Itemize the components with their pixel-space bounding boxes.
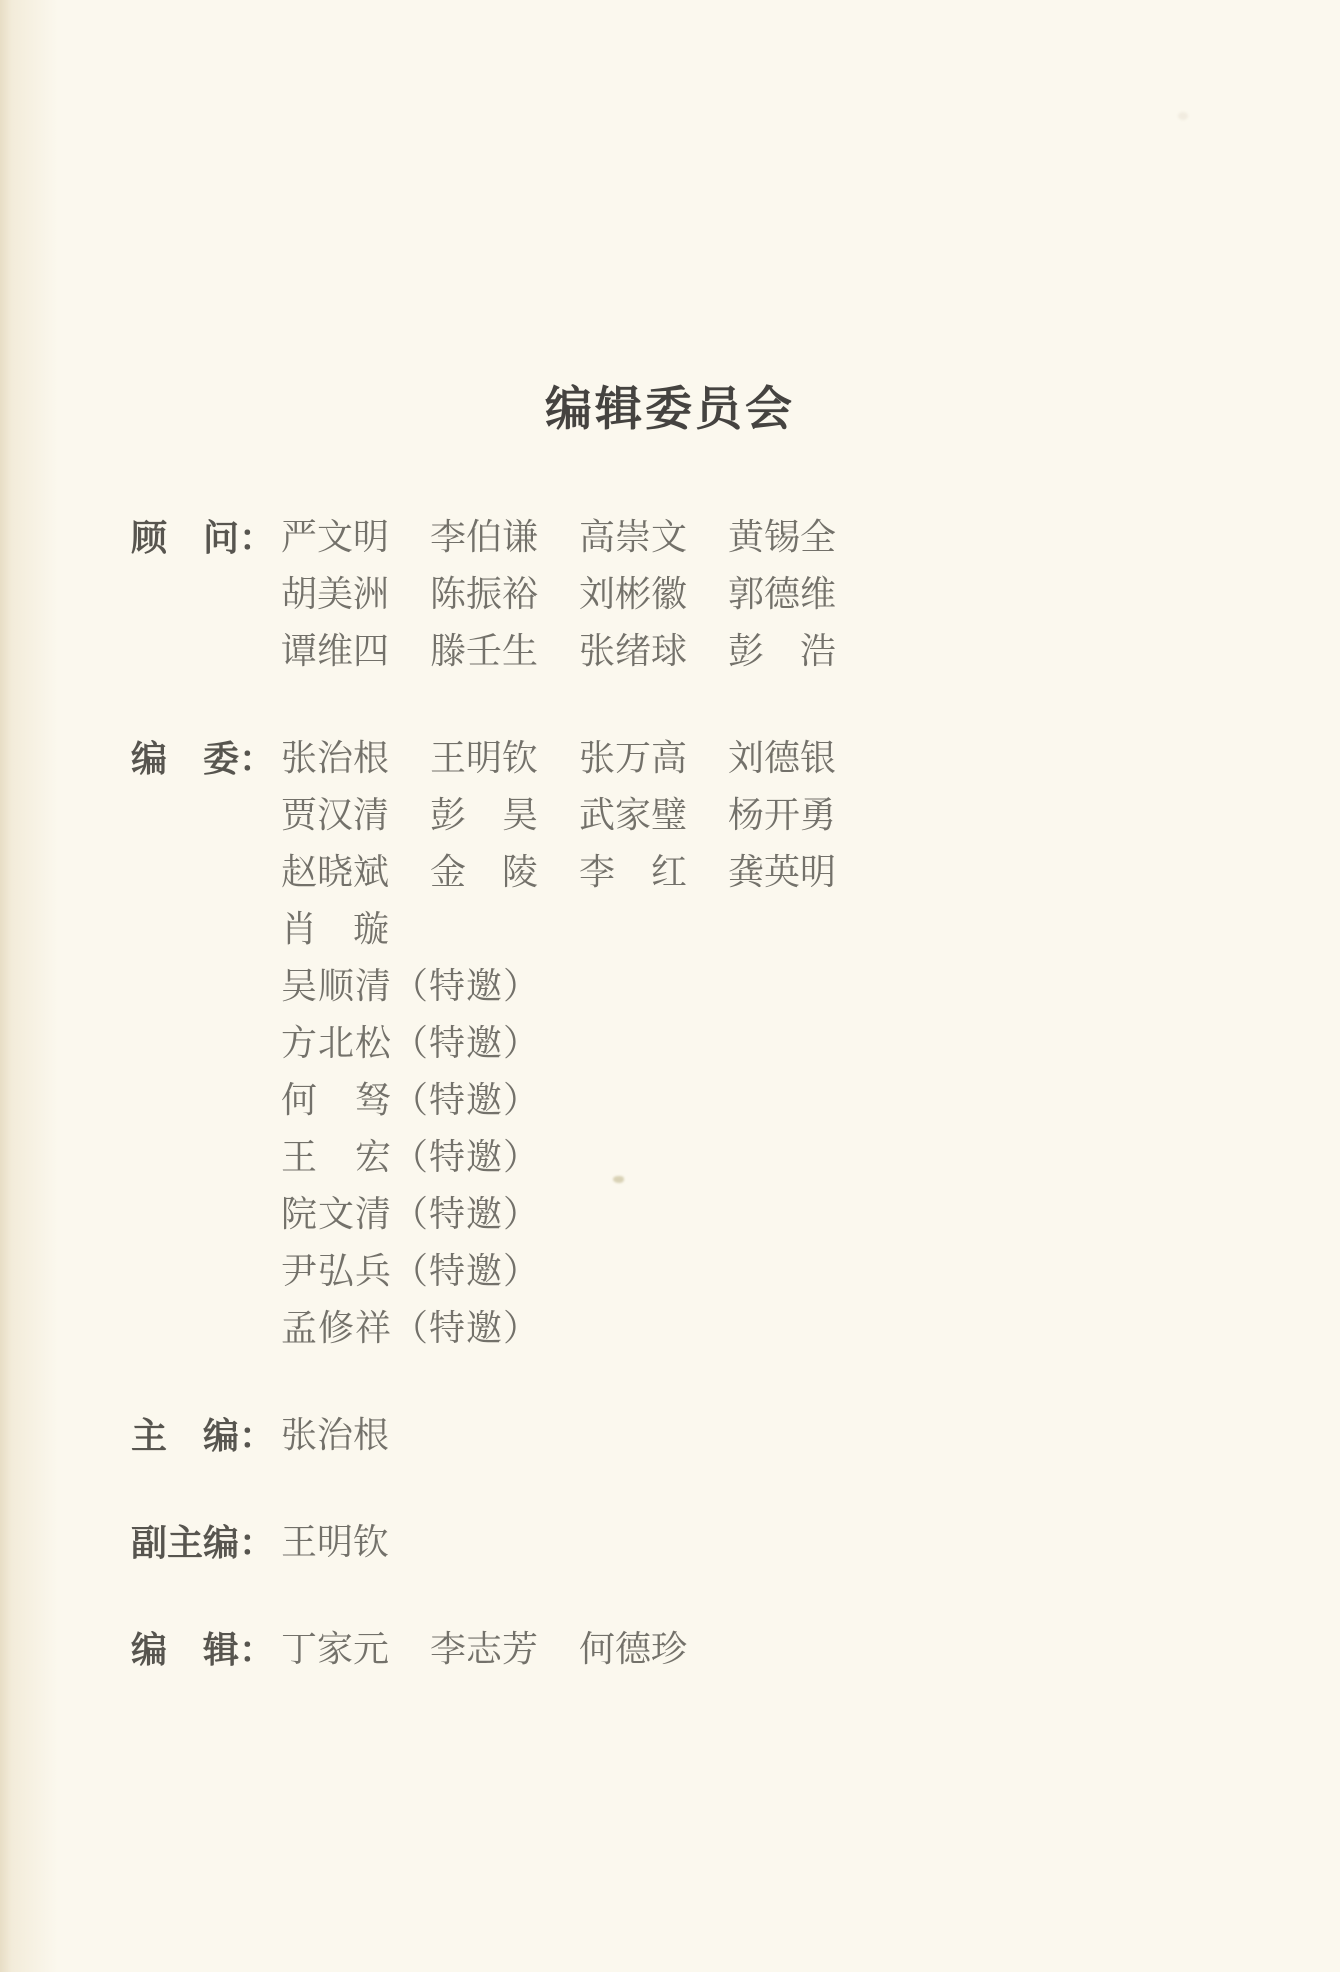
scan-speck	[1178, 112, 1188, 120]
editors-row	[131, 1621, 1340, 1678]
board-member-name: 彭 昊	[430, 795, 539, 835]
board-member-name: 赵晓斌	[281, 852, 390, 892]
advisors-row-2	[281, 566, 1340, 623]
board-member-name: 杨开勇	[728, 795, 837, 835]
board-invited-row	[281, 1300, 1340, 1357]
board-member-name: 贾汉清	[281, 795, 390, 835]
board-member-name: 肖 璇	[281, 909, 390, 949]
advisor-name: 谭维四	[281, 631, 390, 671]
editor-name: 李志芳	[430, 1629, 539, 1669]
invited-member: 吴顺清（特邀）	[281, 966, 541, 1006]
advisor-name: 陈振裕	[430, 574, 539, 614]
chief-editor-section	[131, 1407, 1340, 1464]
board-member-name: 龚英明	[728, 852, 837, 892]
advisor-name: 李伯谦	[430, 517, 539, 557]
editor-name: 丁家元	[281, 1629, 390, 1669]
page-title: 编辑委员会	[545, 384, 795, 436]
advisor-name: 刘彬徽	[579, 574, 688, 614]
advisor-name: 滕壬生	[430, 631, 539, 671]
advisors-row-3	[281, 623, 1340, 680]
board-member-name: 张万高	[579, 738, 688, 778]
invited-member: 何 驽（特邀）	[281, 1080, 541, 1120]
advisor-name: 张绪球	[579, 631, 688, 671]
editorial-board-section	[131, 730, 1340, 1357]
invited-member: 院文清（特邀）	[281, 1194, 541, 1234]
board-member-name: 武家璧	[579, 795, 688, 835]
advisors-label: 顾 问：	[131, 517, 276, 558]
chief-editor-row	[131, 1407, 1340, 1464]
advisor-name: 严文明	[281, 517, 390, 557]
board-member-name: 张治根	[281, 738, 390, 778]
deputy-editor-name: 王明钦	[281, 1522, 390, 1562]
board-row-3	[281, 844, 1340, 901]
deputy-editor-label: 副主编：	[131, 1522, 276, 1563]
editors-section	[131, 1621, 1340, 1678]
board-member-name: 王明钦	[430, 738, 539, 778]
invited-member: 孟修祥（特邀）	[281, 1308, 541, 1348]
board-invited-row	[281, 1243, 1340, 1300]
board-invited-row	[281, 1129, 1340, 1186]
board-member-name: 李 红	[579, 852, 688, 892]
board-row-1	[131, 730, 1340, 787]
board-label: 编 委：	[131, 738, 276, 779]
scan-speck	[613, 1176, 624, 1183]
advisors-section	[131, 509, 1340, 680]
advisors-row-1	[131, 509, 1340, 566]
chief-editor-label: 主 编：	[131, 1415, 276, 1456]
board-invited-row	[281, 1186, 1340, 1243]
invited-member: 方北松（特邀）	[281, 1023, 541, 1063]
invited-member: 尹弘兵（特邀）	[281, 1251, 541, 1291]
advisor-name: 彭 浩	[728, 631, 837, 671]
deputy-editor-row	[131, 1514, 1340, 1571]
board-invited-row	[281, 1015, 1340, 1072]
advisor-name: 胡美洲	[281, 574, 390, 614]
invited-member: 王 宏（特邀）	[281, 1137, 541, 1177]
advisor-name: 黄锡全	[728, 517, 837, 557]
board-member-name: 金 陵	[430, 852, 539, 892]
editor-name: 何德珍	[579, 1629, 688, 1669]
board-invited-row	[281, 1072, 1340, 1129]
advisor-name: 高崇文	[579, 517, 688, 557]
board-row-4	[281, 901, 1340, 958]
editors-label: 编 辑：	[131, 1629, 276, 1670]
board-row-2	[281, 787, 1340, 844]
board-invited-row	[281, 958, 1340, 1015]
committee-list	[131, 509, 1340, 1678]
board-member-name: 刘德银	[728, 738, 837, 778]
chief-editor-name: 张治根	[281, 1415, 390, 1455]
deputy-editor-section	[131, 1514, 1340, 1571]
advisor-name: 郭德维	[728, 574, 837, 614]
